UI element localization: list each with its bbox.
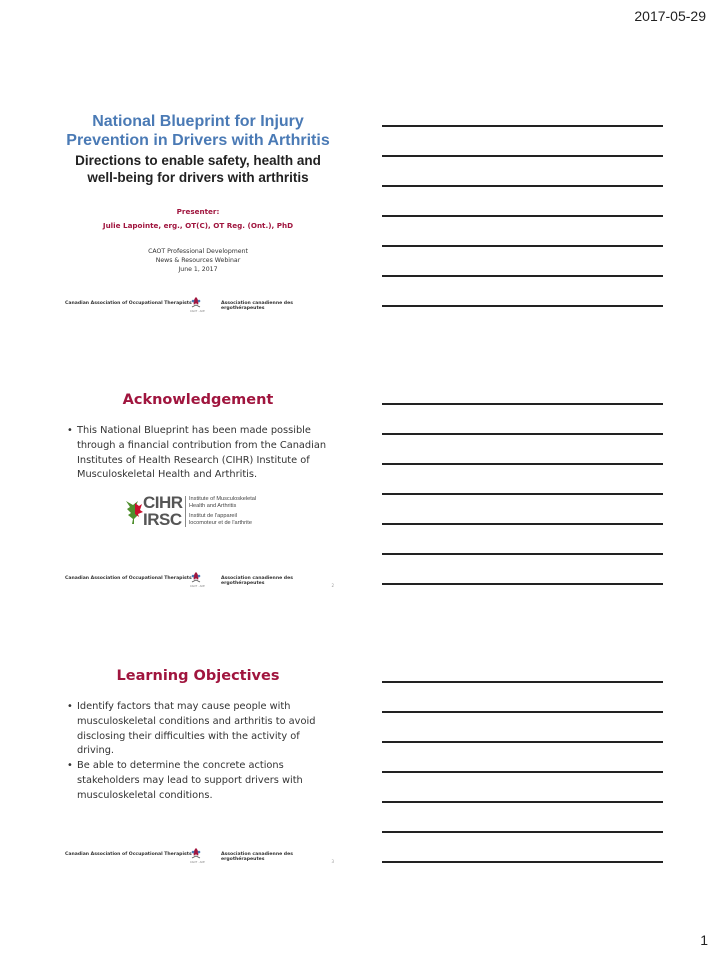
list-item: • Identify factors that may cause people with musculoskeletal conditions and arthritis to avoid disclosing their difficulties with the activity of driving. [67,700,336,759]
footer-org-en: Canadian Association of Occupational Therapists [65,576,192,581]
note-line [382,493,663,495]
cihr-name-en-2: Health and Arthritis [189,503,237,510]
note-line [382,305,663,307]
presenter-name: Julie Lapointe, erg., OT(C), OT Reg. (Ont.), PhD [102,221,294,230]
slide-1-title-text: National Blueprint for Injury Prevention in Drivers with Arthritis [66,113,330,149]
note-line [382,215,663,217]
cihr-name-fr-1: Institut de l'appareil [189,513,238,520]
logo-caption: CAOT · ACE [190,310,205,313]
logo-divider [185,496,186,527]
note-line [382,523,663,525]
event-info [60,247,336,274]
note-line [382,463,663,465]
slide-2-heading: Acknowledgement [122,392,274,408]
page-number: 1 [700,932,708,948]
list-item: • This National Blueprint has been made possible through a financial contribution from the Canadian Institutes of Health Research (CIHR) Institute of Musculoskeletal Health and Arthritis. [67,424,336,483]
note-line [382,681,663,683]
cihr-name-en-1: Institute of Musculoskeletal [189,496,257,503]
slide-number: 3 [331,859,334,864]
note-line [382,831,663,833]
note-line [382,741,663,743]
slide-footer [60,846,336,868]
event-date: June 1, 2017 [178,266,218,273]
footer-org-en: Canadian Association of Occupational Therapists [65,852,192,857]
note-line [382,861,663,863]
slide-footer [60,570,336,592]
note-line [382,275,663,277]
slide-3-learning-objectives [60,668,336,868]
note-line [382,801,663,803]
note-line [382,711,663,713]
note-line [382,583,663,585]
note-line [382,245,663,247]
cihr-logo [120,494,270,530]
note-line [382,155,663,157]
note-line [382,771,663,773]
footer-org-en: Canadian Association of Occupational Therapists [65,301,192,306]
footer-org-fr: Association canadienne des ergothérapeutes [221,576,293,586]
footer-org-fr: Association canadienne des ergothérapeutes [221,301,293,311]
footer-org-fr: Association canadienne des ergothérapeutes [221,852,293,862]
slide-2-acknowledgement [60,392,336,592]
event-line-2: News & Resources Webinar [155,257,241,264]
cihr-name-fr-2: locomoteur et de l'arthrite [189,520,252,527]
note-line [382,433,663,435]
slide-number: 2 [331,583,334,588]
print-date: 2017-05-29 [634,8,706,24]
slide-3-bullets [60,700,336,804]
irsc-acronym: IRSC [143,510,182,530]
note-line [382,125,663,127]
slide-footer [60,295,336,317]
logo-caption: CAOT · ACE [190,861,205,864]
note-line [382,185,663,187]
slide-2-bullets [60,424,336,483]
slide-1-title [60,112,336,317]
note-line [382,403,663,405]
slide-3-heading: Learning Objectives [116,668,280,684]
slide-1-subtitle: Directions to enable safety, health and well-being for drivers with arthritis [75,153,321,185]
cihr-acronym: CIHR [143,493,183,513]
list-item: • Be able to determine the concrete actions stakeholders may lead to support drivers with musculoskeletal conditions. [67,759,336,803]
logo-caption: CAOT · ACE [190,585,205,588]
maple-leaf-icon [122,497,144,527]
note-line [382,553,663,555]
presenter-label: Presenter: [176,207,220,216]
event-line-1: CAOT Professional Development [148,248,248,255]
